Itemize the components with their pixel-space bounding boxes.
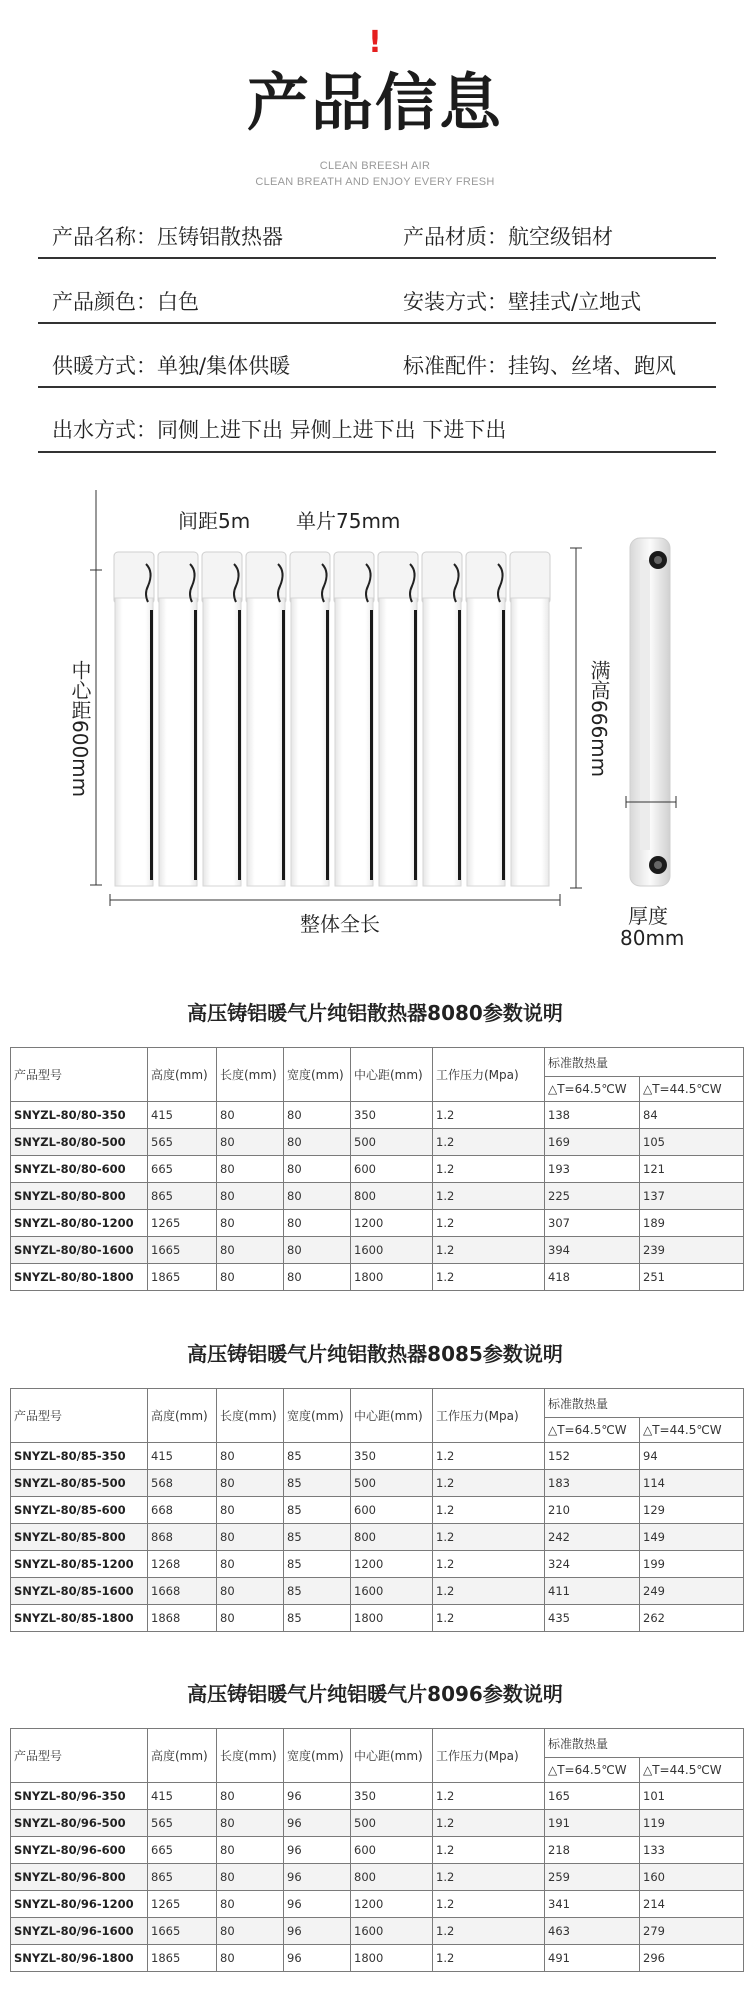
table-cell: 1.2	[433, 1918, 545, 1945]
column-header: 宽度(mm)	[284, 1048, 351, 1102]
table-cell: 218	[545, 1837, 640, 1864]
table-cell: 600	[351, 1837, 433, 1864]
table-cell: 1.2	[433, 1183, 545, 1210]
table-cell: 96	[284, 1945, 351, 1972]
table-cell: 1.2	[433, 1551, 545, 1578]
table-cell: 96	[284, 1864, 351, 1891]
table-cell: 1865	[148, 1264, 217, 1291]
table-cell: 96	[284, 1837, 351, 1864]
spec-table-8080	[10, 1047, 744, 1291]
radiator-fin	[290, 552, 330, 886]
table-cell: 160	[640, 1864, 744, 1891]
model-cell: SNYZL-80/85-1600	[11, 1578, 148, 1605]
table-cell: 800	[351, 1864, 433, 1891]
table-header-row	[11, 1729, 744, 1758]
table-cell: 96	[284, 1918, 351, 1945]
table-cell: 96	[284, 1810, 351, 1837]
table-cell: 868	[148, 1524, 217, 1551]
table-cell: 600	[351, 1497, 433, 1524]
table-row	[11, 1443, 744, 1470]
table-cell: 138	[545, 1102, 640, 1129]
table-cell: 210	[545, 1497, 640, 1524]
table-cell: 85	[284, 1497, 351, 1524]
table-cell: 350	[351, 1443, 433, 1470]
table-cell: 105	[640, 1129, 744, 1156]
column-header: 中心距(mm)	[351, 1389, 433, 1443]
table-cell: 668	[148, 1497, 217, 1524]
radiator-fin	[422, 552, 462, 886]
table-cell: 114	[640, 1470, 744, 1497]
table-cell: 249	[640, 1578, 744, 1605]
table-cell: 565	[148, 1810, 217, 1837]
table-cell: 1668	[148, 1578, 217, 1605]
table-cell: 225	[545, 1183, 640, 1210]
table-cell: 193	[545, 1156, 640, 1183]
column-header: 高度(mm)	[148, 1048, 217, 1102]
table-cell: 296	[640, 1945, 744, 1972]
column-header: 工作压力(Mpa)	[433, 1729, 545, 1783]
column-header: 标准散热量	[545, 1389, 744, 1418]
table-cell: 1800	[351, 1605, 433, 1632]
table-cell: 665	[148, 1156, 217, 1183]
table-row	[11, 1945, 744, 1972]
divider	[38, 322, 716, 324]
table-row	[11, 1497, 744, 1524]
table-cell: 169	[545, 1129, 640, 1156]
table-cell: 80	[217, 1918, 284, 1945]
model-cell: SNYZL-80/85-1200	[11, 1551, 148, 1578]
table-cell: 119	[640, 1810, 744, 1837]
model-cell: SNYZL-80/80-500	[11, 1129, 148, 1156]
table-cell: 1.2	[433, 1237, 545, 1264]
table-cell: 463	[545, 1918, 640, 1945]
table-cell: 80	[217, 1864, 284, 1891]
table-cell: 1.2	[433, 1605, 545, 1632]
column-header: 中心距(mm)	[351, 1048, 433, 1102]
table-cell: 80	[284, 1129, 351, 1156]
table-cell: 214	[640, 1891, 744, 1918]
table-cell: 324	[545, 1551, 640, 1578]
table-cell: 500	[351, 1810, 433, 1837]
table-cell: 279	[640, 1918, 744, 1945]
info-heating: 供暖方式：单独/集体供暖	[52, 354, 291, 378]
table-cell: 435	[545, 1605, 640, 1632]
table-cell: 239	[640, 1237, 744, 1264]
column-header: 长度(mm)	[217, 1389, 284, 1443]
table-row	[11, 1102, 744, 1129]
table-cell: 418	[545, 1264, 640, 1291]
table-cell: 133	[640, 1837, 744, 1864]
table-cell: 415	[148, 1443, 217, 1470]
table-cell: 307	[545, 1210, 640, 1237]
table-cell: 80	[217, 1156, 284, 1183]
column-subheader: △T=64.5℃W	[545, 1418, 640, 1443]
table-title-8096: 高压铸铝暖气片纯铝暖气片8096参数说明	[187, 1682, 563, 1706]
column-header: 宽度(mm)	[284, 1389, 351, 1443]
table-row	[11, 1470, 744, 1497]
table-cell: 152	[545, 1443, 640, 1470]
table-cell: 665	[148, 1837, 217, 1864]
table-cell: 1265	[148, 1210, 217, 1237]
table-cell: 1.2	[433, 1156, 545, 1183]
table-title-8085: 高压铸铝暖气片纯铝散热器8085参数说明	[187, 1342, 563, 1366]
model-cell: SNYZL-80/85-1800	[11, 1605, 148, 1632]
table-row	[11, 1183, 744, 1210]
model-cell: SNYZL-80/80-1600	[11, 1237, 148, 1264]
table-cell: 1800	[351, 1945, 433, 1972]
column-header: 宽度(mm)	[284, 1729, 351, 1783]
table-cell: 1200	[351, 1891, 433, 1918]
table-cell: 80	[217, 1443, 284, 1470]
column-subheader: △T=44.5℃W	[640, 1077, 744, 1102]
column-header: 长度(mm)	[217, 1048, 284, 1102]
info-accessories: 标准配件：挂钩、丝堵、跑风	[403, 354, 676, 378]
radiator-fin	[202, 552, 242, 886]
table-cell: 84	[640, 1102, 744, 1129]
table-row	[11, 1783, 744, 1810]
table-cell: 1.2	[433, 1497, 545, 1524]
table-cell: 1800	[351, 1264, 433, 1291]
table-cell: 350	[351, 1102, 433, 1129]
table-cell: 121	[640, 1156, 744, 1183]
radiator-illustration	[0, 490, 750, 970]
table-cell: 600	[351, 1156, 433, 1183]
table-cell: 94	[640, 1443, 744, 1470]
thickness-value: 80mm	[620, 926, 685, 950]
table-header-row	[11, 1048, 744, 1077]
table-cell: 1.2	[433, 1524, 545, 1551]
table-cell: 565	[148, 1129, 217, 1156]
table-cell: 411	[545, 1578, 640, 1605]
table-cell: 80	[284, 1102, 351, 1129]
info-material: 产品材质：航空级铝材	[403, 225, 613, 249]
table-row	[11, 1129, 744, 1156]
table-cell: 80	[284, 1210, 351, 1237]
column-header: 高度(mm)	[148, 1389, 217, 1443]
subtitle-line-1: CLEAN BREESH AIR	[319, 160, 431, 172]
page-title: 产品信息	[246, 66, 503, 139]
model-cell: SNYZL-80/85-350	[11, 1443, 148, 1470]
model-cell: SNYZL-80/96-800	[11, 1864, 148, 1891]
table-cell: 1200	[351, 1210, 433, 1237]
info-color: 产品颜色：白色	[52, 290, 199, 314]
table-cell: 189	[640, 1210, 744, 1237]
table-cell: 199	[640, 1551, 744, 1578]
model-cell: SNYZL-80/85-800	[11, 1524, 148, 1551]
table-cell: 80	[217, 1891, 284, 1918]
model-cell: SNYZL-80/80-1800	[11, 1264, 148, 1291]
table-cell: 85	[284, 1605, 351, 1632]
table-cell: 191	[545, 1810, 640, 1837]
table-cell: 1665	[148, 1918, 217, 1945]
table-cell: 1200	[351, 1551, 433, 1578]
table-row	[11, 1864, 744, 1891]
table-row	[11, 1237, 744, 1264]
table-cell: 80	[217, 1497, 284, 1524]
table-cell: 80	[217, 1578, 284, 1605]
model-cell: SNYZL-80/96-1800	[11, 1945, 148, 1972]
column-header: 产品型号	[11, 1729, 148, 1783]
table-cell: 80	[284, 1237, 351, 1264]
column-header: 工作压力(Mpa)	[433, 1389, 545, 1443]
table-row	[11, 1524, 744, 1551]
total-length-label: 整体全长	[300, 912, 380, 936]
table-cell: 1268	[148, 1551, 217, 1578]
info-install: 安装方式：壁挂式/立地式	[403, 290, 642, 314]
info-name: 产品名称：压铸铝散热器	[52, 225, 283, 249]
table-cell: 85	[284, 1578, 351, 1605]
table-title-8080: 高压铸铝暖气片纯铝散热器8080参数说明	[187, 1001, 563, 1025]
spec-table-8096	[10, 1728, 744, 1972]
table-cell: 1600	[351, 1918, 433, 1945]
single-fin-label: 单片75mm	[296, 509, 401, 533]
table-cell: 242	[545, 1524, 640, 1551]
table-cell: 865	[148, 1864, 217, 1891]
column-header: 高度(mm)	[148, 1729, 217, 1783]
table-cell: 165	[545, 1783, 640, 1810]
subtitle-line-2: CLEAN BREATH AND ENJOY EVERY FRESH	[255, 176, 495, 188]
table-cell: 101	[640, 1783, 744, 1810]
table-cell: 80	[217, 1551, 284, 1578]
table-cell: 80	[217, 1129, 284, 1156]
table-row	[11, 1156, 744, 1183]
table-cell: 85	[284, 1524, 351, 1551]
table-cell: 149	[640, 1524, 744, 1551]
model-cell: SNYZL-80/96-1600	[11, 1918, 148, 1945]
radiator-fin	[114, 552, 154, 886]
table-cell: 80	[217, 1783, 284, 1810]
table-cell: 1.2	[433, 1264, 545, 1291]
table-cell: 500	[351, 1129, 433, 1156]
table-cell: 80	[217, 1837, 284, 1864]
model-cell: SNYZL-80/96-500	[11, 1810, 148, 1837]
model-cell: SNYZL-80/85-500	[11, 1470, 148, 1497]
column-header: 标准散热量	[545, 1048, 744, 1077]
radiator-fin	[246, 552, 286, 886]
thickness-label: 厚度	[628, 904, 668, 928]
table-cell: 80	[217, 1470, 284, 1497]
info-water-outlet: 出水方式：同侧上进下出 异侧上进下出 下进下出	[52, 418, 507, 442]
table-cell: 80	[217, 1183, 284, 1210]
column-header: 产品型号	[11, 1048, 148, 1102]
spacing-label: 间距5m	[178, 509, 251, 533]
table-cell: 259	[545, 1864, 640, 1891]
table-row	[11, 1891, 744, 1918]
table-cell: 262	[640, 1605, 744, 1632]
model-cell: SNYZL-80/85-600	[11, 1497, 148, 1524]
table-cell: 1.2	[433, 1891, 545, 1918]
table-row	[11, 1210, 744, 1237]
divider	[38, 386, 716, 388]
table-cell: 80	[284, 1156, 351, 1183]
table-cell: 80	[217, 1810, 284, 1837]
table-cell: 137	[640, 1183, 744, 1210]
table-cell: 1.2	[433, 1810, 545, 1837]
table-cell: 341	[545, 1891, 640, 1918]
table-cell: 1.2	[433, 1443, 545, 1470]
model-cell: SNYZL-80/96-600	[11, 1837, 148, 1864]
table-cell: 1.2	[433, 1837, 545, 1864]
table-cell: 96	[284, 1783, 351, 1810]
column-header: 标准散热量	[545, 1729, 744, 1758]
column-subheader: △T=44.5℃W	[640, 1418, 744, 1443]
table-cell: 85	[284, 1443, 351, 1470]
table-row	[11, 1264, 744, 1291]
column-subheader: △T=44.5℃W	[640, 1758, 744, 1783]
table-cell: 251	[640, 1264, 744, 1291]
model-cell: SNYZL-80/96-350	[11, 1783, 148, 1810]
alert-mark: !	[368, 25, 382, 60]
radiator-fin	[158, 552, 198, 886]
model-cell: SNYZL-80/96-1200	[11, 1891, 148, 1918]
table-cell: 80	[217, 1102, 284, 1129]
table-cell: 96	[284, 1891, 351, 1918]
table-cell: 80	[284, 1264, 351, 1291]
table-cell: 394	[545, 1237, 640, 1264]
table-cell: 1665	[148, 1237, 217, 1264]
table-cell: 1.2	[433, 1470, 545, 1497]
column-header: 产品型号	[11, 1389, 148, 1443]
table-cell: 415	[148, 1783, 217, 1810]
table-row	[11, 1605, 744, 1632]
divider	[38, 257, 716, 259]
table-cell: 800	[351, 1183, 433, 1210]
table-cell: 85	[284, 1551, 351, 1578]
table-cell: 80	[217, 1237, 284, 1264]
column-header: 长度(mm)	[217, 1729, 284, 1783]
table-cell: 1868	[148, 1605, 217, 1632]
table-cell: 1265	[148, 1891, 217, 1918]
radiator-fin	[334, 552, 374, 886]
full-height-label: 满高666mm	[587, 660, 611, 778]
table-cell: 1.2	[433, 1945, 545, 1972]
table-cell: 350	[351, 1783, 433, 1810]
radiator-fin	[466, 552, 506, 886]
table-row	[11, 1551, 744, 1578]
model-cell: SNYZL-80/80-600	[11, 1156, 148, 1183]
table-header-row	[11, 1389, 744, 1418]
table-cell: 183	[545, 1470, 640, 1497]
table-cell: 80	[284, 1183, 351, 1210]
table-cell: 1.2	[433, 1210, 545, 1237]
table-cell: 500	[351, 1470, 433, 1497]
table-cell: 80	[217, 1524, 284, 1551]
spec-table-8085	[10, 1388, 744, 1632]
table-row	[11, 1578, 744, 1605]
table-cell: 1600	[351, 1578, 433, 1605]
table-cell: 80	[217, 1945, 284, 1972]
model-cell: SNYZL-80/80-350	[11, 1102, 148, 1129]
table-cell: 1.2	[433, 1102, 545, 1129]
table-cell: 1.2	[433, 1783, 545, 1810]
table-cell: 415	[148, 1102, 217, 1129]
table-cell: 491	[545, 1945, 640, 1972]
table-cell: 129	[640, 1497, 744, 1524]
table-cell: 1865	[148, 1945, 217, 1972]
column-header: 中心距(mm)	[351, 1729, 433, 1783]
column-header: 工作压力(Mpa)	[433, 1048, 545, 1102]
column-subheader: △T=64.5℃W	[545, 1758, 640, 1783]
divider	[38, 451, 716, 453]
model-cell: SNYZL-80/80-800	[11, 1183, 148, 1210]
table-row	[11, 1918, 744, 1945]
center-distance-label: 中心距600mm	[68, 660, 92, 798]
column-subheader: △T=64.5℃W	[545, 1077, 640, 1102]
model-cell: SNYZL-80/80-1200	[11, 1210, 148, 1237]
radiator-fin	[510, 552, 550, 886]
table-row	[11, 1810, 744, 1837]
table-cell: 1.2	[433, 1578, 545, 1605]
table-cell: 800	[351, 1524, 433, 1551]
table-cell: 568	[148, 1470, 217, 1497]
table-cell: 85	[284, 1470, 351, 1497]
table-cell: 1.2	[433, 1864, 545, 1891]
table-cell: 80	[217, 1210, 284, 1237]
table-cell: 1600	[351, 1237, 433, 1264]
radiator-fin	[378, 552, 418, 886]
table-cell: 865	[148, 1183, 217, 1210]
table-cell: 1.2	[433, 1129, 545, 1156]
table-row	[11, 1837, 744, 1864]
table-cell: 80	[217, 1605, 284, 1632]
table-cell: 80	[217, 1264, 284, 1291]
